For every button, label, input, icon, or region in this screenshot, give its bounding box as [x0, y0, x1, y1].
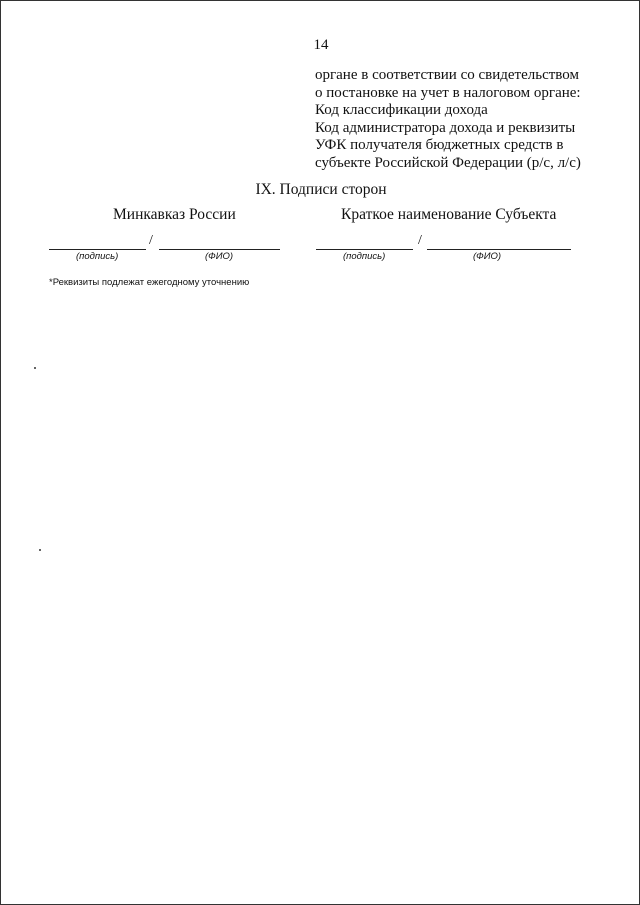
right-signature-separator: / — [418, 233, 422, 248]
bank-detail-line: УФК получателя бюджетных средств в — [315, 137, 564, 153]
bank-detail-line: о постановке на учет в налоговом органе: — [315, 84, 581, 101]
right-name-caption: (ФИО) — [473, 251, 502, 262]
right-signature-caption: (подпись) — [343, 251, 386, 262]
left-name-caption: (ФИО) — [205, 251, 234, 262]
bank-detail-line: субъекте Российской Федерации (р/с, л/с) — [315, 154, 581, 171]
page-number: 14 — [313, 37, 329, 53]
footnote: *Реквизиты подлежат ежегодному уточнению — [49, 277, 250, 288]
left-signature-line — [49, 249, 146, 250]
right-signature-line — [316, 249, 413, 250]
left-party-name: Минкавказ России — [113, 206, 236, 223]
bank-detail-line: Код администратора дохода и реквизиты — [315, 119, 576, 136]
bank-detail-line: органе в соответствии со свидетельством — [315, 67, 579, 83]
right-party-name: Краткое наименование Субъекта — [341, 206, 557, 223]
left-signature-caption: (подпись) — [76, 251, 119, 262]
left-signature-separator: / — [149, 233, 153, 248]
bank-details-block — [315, 67, 615, 172]
scan-speck — [34, 367, 36, 369]
scan-speck — [39, 549, 41, 551]
section-heading: IX. Подписи сторон — [255, 181, 387, 198]
left-name-line — [159, 249, 280, 250]
bank-detail-line: Код классификации дохода — [315, 102, 488, 118]
right-name-line — [427, 249, 571, 250]
